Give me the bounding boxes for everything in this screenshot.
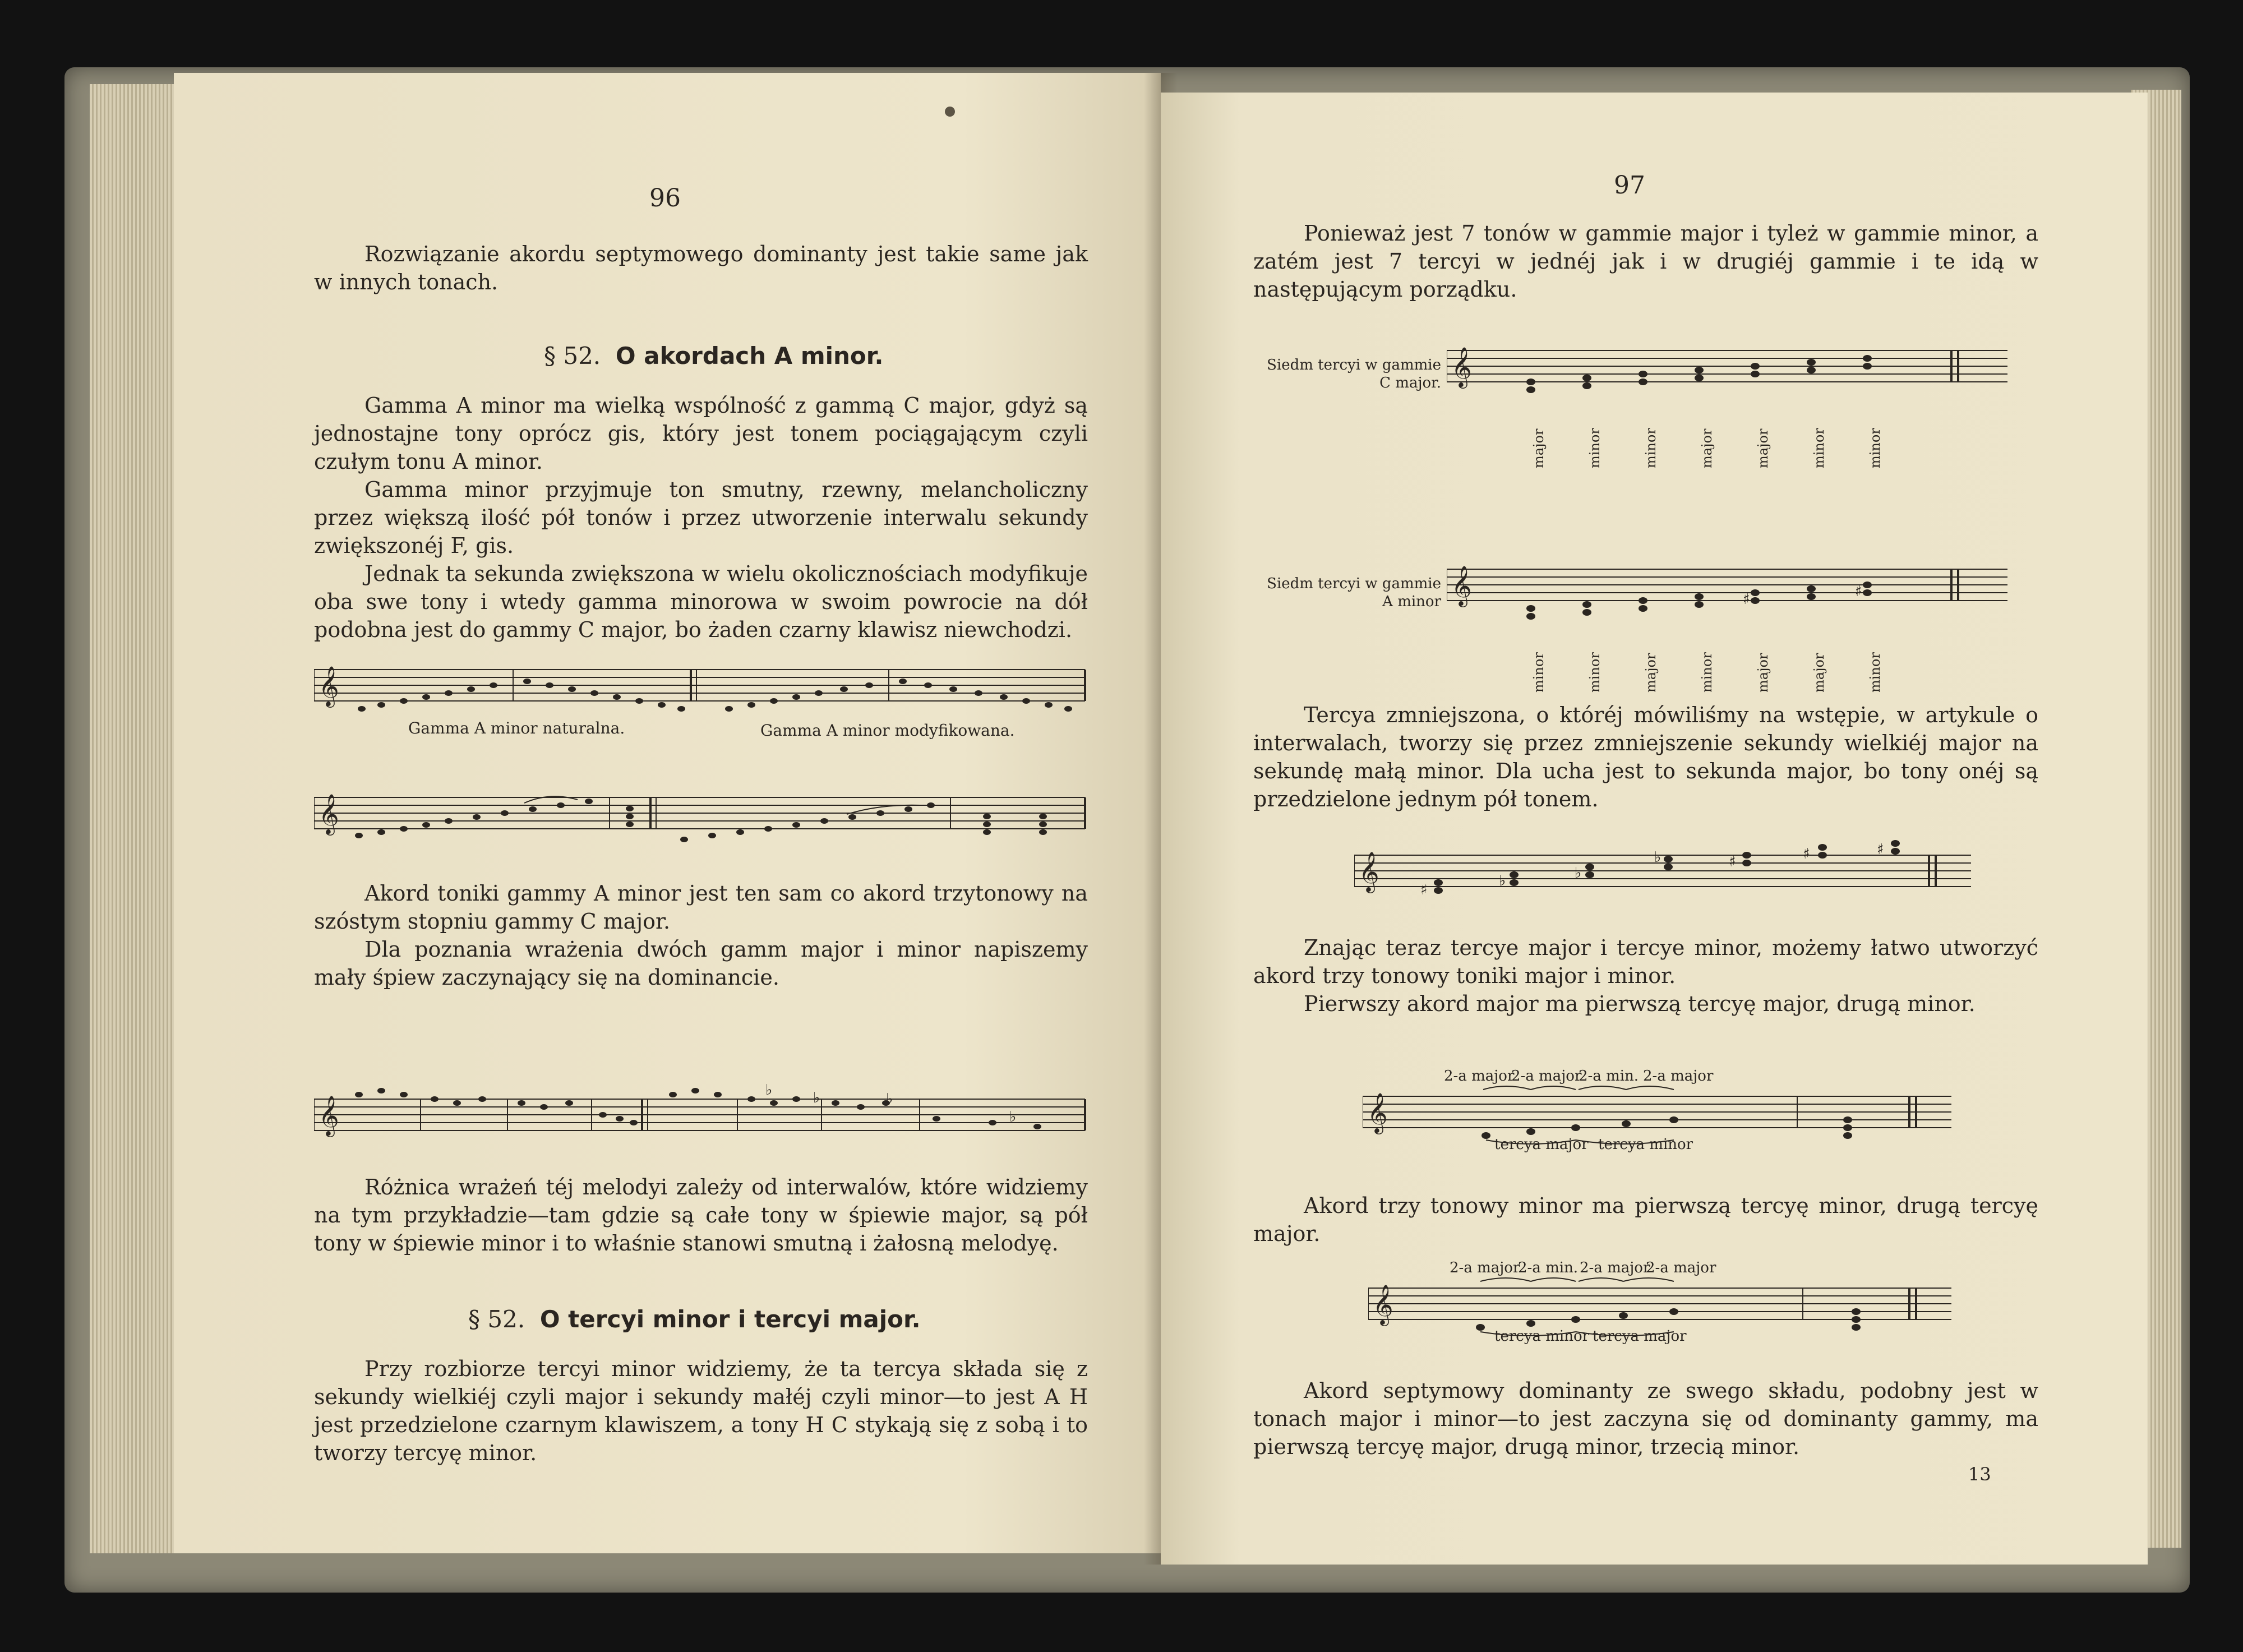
paragraph-dominant-seventh: Akord septymowy dominanty ze swego składu, podobny jest w tonach major i minor—to jest zaczyna się od dominanty gammy, ma pierwszą tercyę major, drugą minor, trzecią minor. xyxy=(1253,1378,2038,1459)
interval-label: minor xyxy=(1811,428,1827,468)
svg-text:𝄞: 𝄞 xyxy=(1451,346,1472,387)
interval-label: minor xyxy=(1587,652,1603,693)
interval-label: minor xyxy=(1699,652,1715,693)
interval-label: minor xyxy=(1643,428,1659,468)
heading-number: § 52. xyxy=(544,342,601,370)
svg-text:♭: ♭ xyxy=(1654,849,1662,866)
svg-text:𝄞: 𝄞 xyxy=(1451,565,1472,606)
label-a-minor: Siedm tercyi w gammie A minor xyxy=(1267,575,1441,610)
second-label: 2-a major xyxy=(1646,1259,1716,1276)
paragraph-tonic: Akord toniki gammy A minor jest ten sam co akord trzytonowy na szóstym stopniu gammy C major. Dla poznania wrażenia dwóch gamm major i minor napiszemy mały śpiew zaczynający się na dominancie. xyxy=(314,881,1088,990)
interval-label: major xyxy=(1643,653,1659,693)
paragraph-tercya-minor: Przy rozbiorze tercyi minor widziemy, że ta tercya składa się z sekundy wielkiéj czyli major i sekundy małéj czyli minor—to jest A H jest przedzielone czarnym klawiszem, a tony H C stykają się z sobą i to tworzy tercyę minor. xyxy=(314,1356,1088,1465)
svg-text:♯: ♯ xyxy=(1729,853,1736,870)
music-staff-c-major-thirds xyxy=(1447,339,2013,401)
svg-text:𝄞: 𝄞 xyxy=(1359,851,1379,892)
svg-text:♯: ♯ xyxy=(1877,841,1884,858)
svg-text:𝄞: 𝄞 xyxy=(1367,1092,1388,1133)
paragraph-minor-chord: Akord trzy tonowy minor ma pierwszą tercyę minor, drugą tercyę major. xyxy=(1253,1193,2038,1246)
svg-text:𝄞: 𝄞 xyxy=(319,665,339,706)
second-label: 2-a min. xyxy=(1579,1068,1639,1085)
music-staff-diminished-thirds xyxy=(1354,838,1977,900)
paragraph-tercya-zmniejszona: Tercya zmniejszona, o któréj mówiliśmy na wstępie, w artykule o interwalach, tworzy się przez zmniejszenie sekundy wielkiéj major na sekundę małą minor. Dla ucha jest to sekunda major, bo tony onéj są przedzielone jednym pół tonem. xyxy=(1253,703,2038,811)
caption-natural: Gamma A minor naturalna. xyxy=(408,719,625,737)
label-c-major: Siedm tercyi w gammie C major. xyxy=(1267,357,1441,391)
svg-text:♯: ♯ xyxy=(1855,583,1862,600)
ink-speck xyxy=(945,107,955,117)
page-number-right: 97 xyxy=(1614,171,1645,200)
second-label: 2-a major xyxy=(1450,1259,1520,1276)
second-label: 2-a major xyxy=(1511,1068,1582,1085)
svg-text:♯: ♯ xyxy=(1420,882,1428,898)
third-label: tercya major xyxy=(1593,1328,1687,1345)
heading-number: § 52. xyxy=(468,1305,525,1333)
second-label: 2-a major xyxy=(1444,1068,1515,1085)
music-staff-scales xyxy=(314,663,1093,713)
heading-tercyi xyxy=(468,1305,921,1333)
interval-label: major xyxy=(1811,653,1827,693)
svg-text:𝄞: 𝄞 xyxy=(319,1095,339,1136)
svg-text:♭: ♭ xyxy=(813,1090,820,1106)
right-page xyxy=(1161,93,2148,1565)
svg-text:♭: ♭ xyxy=(1575,865,1582,882)
third-label: tercya minor xyxy=(1598,1136,1693,1153)
svg-text:♭: ♭ xyxy=(1499,873,1506,889)
svg-text:♯: ♯ xyxy=(1803,846,1810,862)
music-staff-melody xyxy=(314,1082,1093,1138)
third-label: tercya minor xyxy=(1494,1328,1590,1345)
page-edges-left xyxy=(90,84,179,1553)
page-number-left: 96 xyxy=(649,184,681,213)
interval-label: minor xyxy=(1867,428,1883,468)
svg-text:♭: ♭ xyxy=(765,1082,773,1099)
paragraph-seven-thirds: Ponieważ jest 7 tonów w gammie major i tyleż w gammie minor, a zatém jest 7 tercyi w jednéj jak i w drugiéj gammie i te idą w następującym porządku. xyxy=(1253,221,2038,302)
intro-paragraph: Rozwiązanie akordu septymowego dominanty jest takie same jak w innych tonach. xyxy=(314,242,1088,294)
caption-modified: Gamma A minor modyfikowana. xyxy=(760,721,1015,740)
svg-text:𝄞: 𝄞 xyxy=(1373,1284,1393,1325)
music-staff-a-minor-thirds xyxy=(1447,558,2013,625)
heading-title: O tercyi minor i tercyi major. xyxy=(539,1305,921,1333)
paragraph-gamma-a-minor: Gamma A minor ma wielką wspólność z gammą C major, gdyż są jednostajne tony oprócz gis, który jest tonem pociągającym czyli czułym tonu A minor. Gamma minor przyjmuje ton smutny, rzewny, melancholiczny przez większą ilość pół tonów i przez utworzenie interwalu sekundy zwiększonéj F, gis. Jednak ta sekunda zwiększona w wielu okolicznościach modyfikuje oba swe tony i wtedy gamma minorowa w swoim powrocie na dół podobna jest do gammy C major, bo żaden czarny klawisz niewchodzi. xyxy=(314,393,1088,642)
svg-text:𝄞: 𝄞 xyxy=(319,793,339,834)
interval-label: major xyxy=(1755,428,1771,468)
paragraph-tonic-chords: Znając teraz tercye major i tercye minor, możemy łatwo utworzyć akord trzy tonowy toniki major i minor. Pierwszy akord major ma pierwszą tercyę major, drugą minor. xyxy=(1253,935,2038,1016)
signature-mark: 13 xyxy=(1968,1464,1991,1485)
interval-label: major xyxy=(1755,653,1771,693)
interval-label: major xyxy=(1531,428,1547,468)
second-label: 2-a min. xyxy=(1518,1259,1579,1276)
interval-label: major xyxy=(1699,428,1715,468)
second-label: 2-a major xyxy=(1580,1259,1650,1276)
interval-label: minor xyxy=(1587,428,1603,468)
left-page xyxy=(174,73,1161,1553)
interval-label: minor xyxy=(1531,652,1547,693)
second-label: 2-a major xyxy=(1643,1068,1714,1085)
third-label: tercya major xyxy=(1494,1136,1589,1153)
svg-text:♭: ♭ xyxy=(1009,1109,1017,1125)
music-staff-tonic xyxy=(314,786,1093,842)
svg-text:♭: ♭ xyxy=(886,1091,893,1108)
paragraph-difference: Różnica wrażeń téj melodyi zależy od interwalów, które widziemy na tym przykładzie—tam gdzie są całe tony w śpiewie major, są pół tony w śpiewie minor i to właśnie stanowi smutną i żałosną melodyę. xyxy=(314,1175,1088,1256)
heading-title: O akordach A minor. xyxy=(615,342,884,370)
heading-akordy-a-minor xyxy=(544,342,883,370)
svg-text:♯: ♯ xyxy=(1743,591,1750,608)
interval-label: minor xyxy=(1867,652,1883,693)
